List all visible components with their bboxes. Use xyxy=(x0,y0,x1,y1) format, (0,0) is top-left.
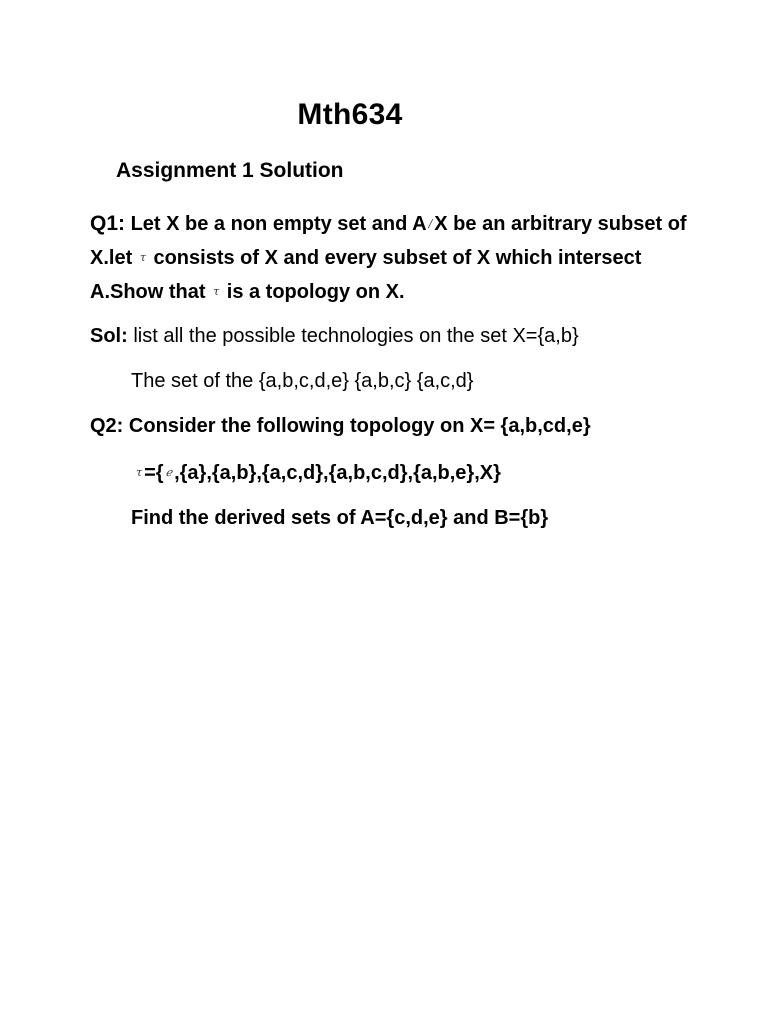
tau-symbol: τ xyxy=(136,466,143,479)
topology-sets: ,{a},{a,b},{a,c,d},{a,b,c,d},{a,b,e},X} xyxy=(174,462,501,484)
empty-set-symbol: ℯ xyxy=(165,466,173,479)
question-1-text-a: Let X be a non empty set and A xyxy=(130,213,427,235)
question-1-text-d: is a topology on X. xyxy=(226,281,405,303)
question-1-text-b: X be an arbitrary subset of X.let xyxy=(90,213,687,269)
topology-prefix: ={ xyxy=(144,462,164,484)
topology-definition xyxy=(134,456,501,490)
question-2 xyxy=(90,410,690,443)
assignment-subtitle: Assignment 1 Solution xyxy=(116,159,344,182)
question-1-text-c: consists of X and every subset of X which intersect A.Show that xyxy=(90,247,642,303)
subset-symbol: / xyxy=(428,217,433,230)
solution-label: Sol: xyxy=(90,325,128,347)
question-2-find: Find the derived sets of A={c,d,e} and B={b} xyxy=(131,507,549,529)
page-title-text: Mth634 xyxy=(297,98,403,131)
tau-symbol: τ xyxy=(213,285,220,298)
solution-line-2: The set of the {a,b,c,d,e} {a,b,c} {a,c,d} xyxy=(131,370,474,392)
question-1 xyxy=(90,207,690,309)
solution-1 xyxy=(90,320,690,353)
question-2-text: Consider the following topology on X= {a,b,cd,e} xyxy=(128,415,591,437)
tau-symbol: τ xyxy=(139,251,146,264)
solution-text: list all the possible technologies on the set X={a,b} xyxy=(133,325,579,347)
question-1-label: Q1: xyxy=(90,212,126,235)
question-2-label: Q2: xyxy=(90,415,124,437)
page-title xyxy=(0,98,768,132)
